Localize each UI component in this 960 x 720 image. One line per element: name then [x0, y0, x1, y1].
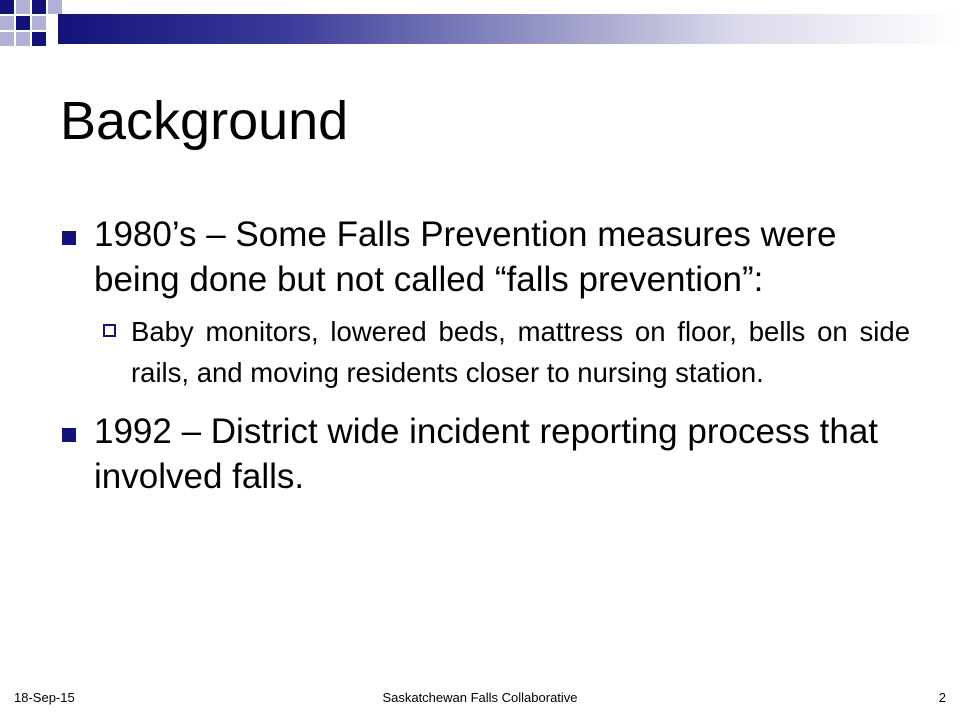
sub-bullet-text: Baby monitors, lowered beds, mattress on floor, bells on side rails, and moving residents closer to nursing station. [131, 316, 910, 388]
bullet-text: 1992 – District wide incident reporting process that involved falls. [94, 412, 879, 496]
slide-number: 2 [938, 690, 946, 705]
deco-square [32, 32, 46, 46]
header-gradient-band [58, 14, 960, 44]
slide-title: Background [60, 91, 349, 151]
bullet-item [60, 409, 910, 499]
square-bullet-icon [62, 231, 76, 245]
hollow-square-bullet-icon [103, 324, 116, 337]
footer-date: 18-Sep-15 [14, 690, 75, 705]
deco-square [0, 32, 14, 46]
bullet-item [60, 212, 910, 302]
square-bullet-icon [62, 428, 76, 442]
deco-square [0, 0, 14, 14]
bullet-text: 1980’s – Some Falls Prevention measures were being done but not called “falls prevention”: [94, 215, 837, 299]
sub-bullet-item [60, 311, 910, 393]
deco-square [16, 32, 30, 46]
deco-square [16, 16, 30, 30]
deco-square [16, 0, 30, 14]
deco-square [32, 0, 46, 14]
footer-title: Saskatchewan Falls Collaborative [382, 690, 578, 705]
deco-square [48, 0, 62, 14]
deco-square [0, 16, 14, 30]
slide-body [60, 212, 910, 499]
deco-square [32, 16, 46, 30]
